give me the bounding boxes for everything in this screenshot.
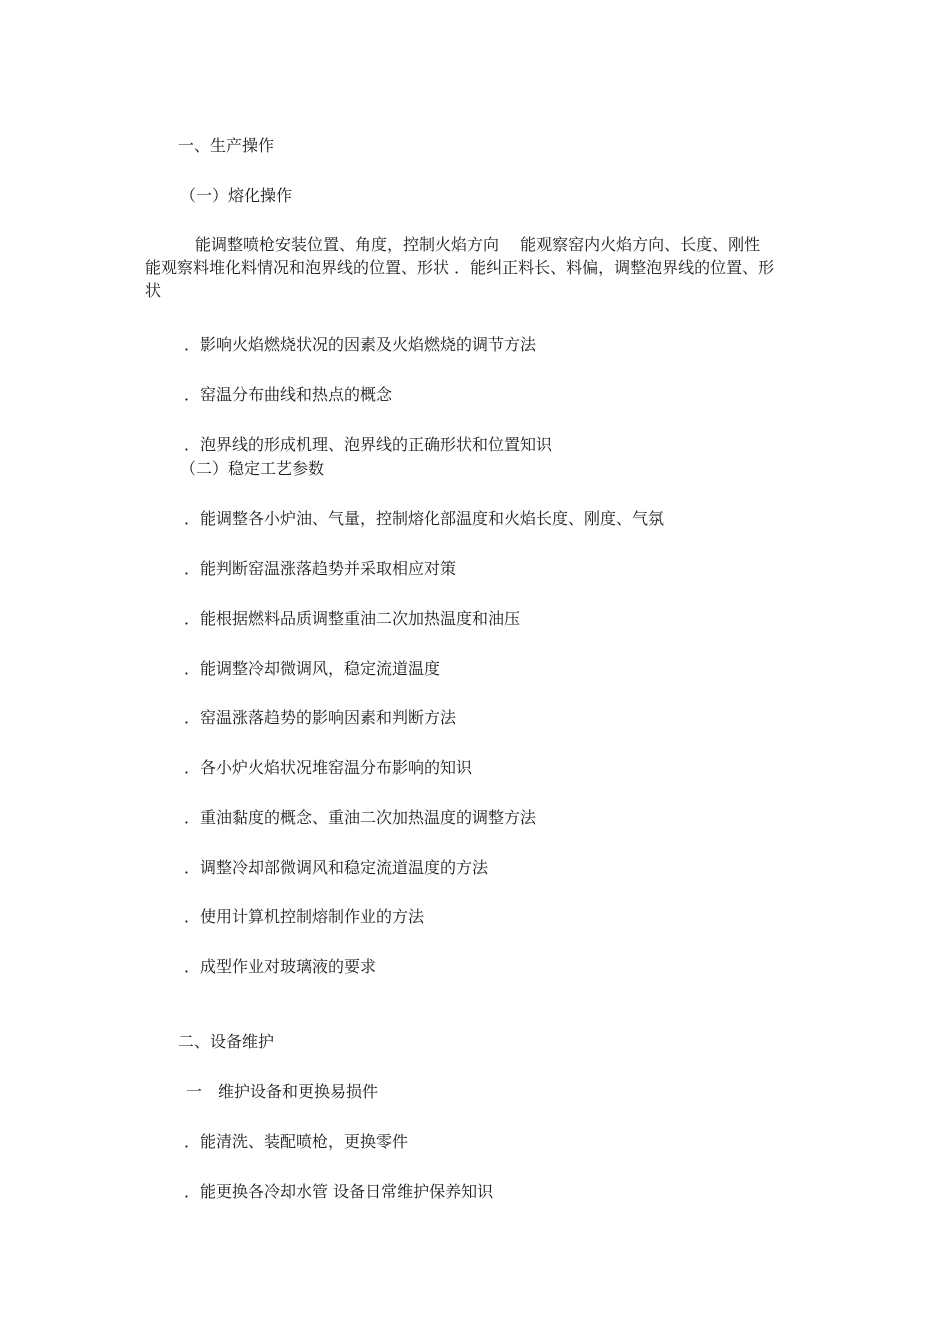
paragraph-line: 能观察料堆化料情况和泡界线的位置、形状 ．能纠正料长、料偏，调整泡界线的位置、形 — [145, 258, 775, 277]
paragraph-line: 状 — [145, 281, 162, 300]
list-item: ．调整冷却部微调风和稳定流道温度的方法 — [184, 858, 489, 877]
list-item: ．成型作业对玻璃液的要求 — [184, 957, 377, 976]
section-1-heading: 一、生产操作 — [178, 136, 275, 155]
list-item: ．能调整各小炉油、气量，控制熔化部温度和火焰长度、刚度、气氛 — [184, 509, 665, 528]
subsection-1-1-heading: （一）熔化操作 — [180, 186, 293, 205]
melting-operation-paragraph — [145, 233, 815, 302]
list-item: ．泡界线的形成机理、泡界线的正确形状和位置知识 — [184, 435, 553, 454]
list-item: ．能判断窑温涨落趋势并采取相应对策 — [184, 559, 457, 578]
list-item: ．重油黏度的概念、重油二次加热温度的调整方法 — [184, 808, 537, 827]
list-item: ．窑温涨落趋势的影响因素和判断方法 — [184, 708, 457, 727]
list-item: ．窑温分布曲线和热点的概念 — [184, 385, 393, 404]
list-item: ．能调整冷却微调风，稳定流道温度 — [184, 659, 441, 678]
section-2-heading: 二、设备维护 — [178, 1032, 275, 1051]
paragraph-line: 能调整喷枪安装位置、角度，控制火焰方向 能观察窑内火焰方向、长度、刚性 — [195, 235, 761, 254]
list-item: ．使用计算机控制熔制作业的方法 — [184, 907, 425, 926]
list-item: ．影响火焰燃烧状况的因素及火焰燃烧的调节方法 — [184, 335, 537, 354]
list-item: ．能清洗、装配喷枪，更换零件 — [184, 1132, 409, 1151]
list-item: ．能根据燃料品质调整重油二次加热温度和油压 — [184, 609, 521, 628]
subsection-1-2-heading: （二）稳定工艺参数 — [180, 459, 325, 478]
list-item: ．能更换各冷却水管 设备日常维护保养知识 — [184, 1182, 494, 1201]
subsection-2-1-heading: 一 维护设备和更换易损件 — [186, 1082, 379, 1101]
list-item: ．各小炉火焰状况堆窑温分布影响的知识 — [184, 758, 473, 777]
